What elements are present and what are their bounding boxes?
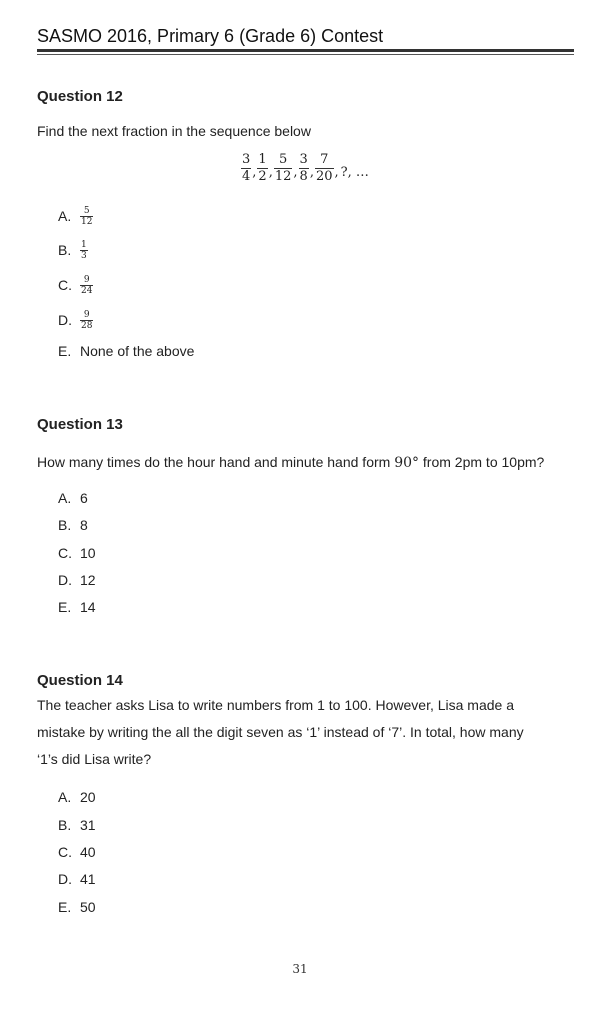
q12-option-c: C. $\frac{9}{24}$ [58,274,93,296]
q14-option-d: D. 41 [58,871,96,887]
question-12-title: Question 12 [37,88,123,105]
q12-option-d: D. $\frac{9}{28}$ [58,309,93,331]
page-number: 31 [292,962,308,976]
q12-option-b: B. $\frac{1}{3}$ [58,239,87,261]
sequence-fraction: $\frac{5}{12}$ [274,151,292,184]
q13-option-d: D. 12 [58,572,96,588]
question-14-title: Question 14 [37,672,123,689]
q13-option-b: B. 8 [58,517,88,533]
sequence-fraction: $\frac{3}{8}$ [299,151,308,184]
sequence-fraction: $\frac{3}{4}$ [242,151,251,184]
header-rule-thin [37,54,574,55]
q14-option-a: A. 20 [58,789,96,805]
question-13-text: How many times do the hour hand and minute hand form 90° from 2pm to 10pm? [37,454,545,471]
question-14-line-2: mistake by writing the all the digit seven as ‘1’ instead of ‘7’. In total, how many [37,724,524,740]
q13-option-a: A. 6 [58,490,88,506]
question-12-text: Find the next fraction in the sequence below [37,123,311,139]
question-14-line-1: The teacher asks Lisa to write numbers from 1 to 100. However, Lisa made a [37,697,515,713]
sequence-tail: ?, … [340,164,369,180]
header-rule-thick [37,49,574,52]
fraction-sequence: $\frac{3}{4}$ , $\frac{1}{2}$ , $\frac{5}{12}$ , $\frac{3}{8}$ , $\frac{7}{20}$ , ?, … [242,151,369,184]
q14-option-e: E. 50 [58,899,96,915]
question-14-line-3: ‘1’s did Lisa write? [37,751,152,767]
q14-option-b: B. 31 [58,817,96,833]
page-header-title: SASMO 2016, Primary 6 (Grade 6) Contest [37,26,384,46]
q14-option-c: C. 40 [58,844,96,860]
q12-option-e: E. None of the above [58,343,195,359]
q12-option-a: A. $\frac{5}{12}$ [58,205,93,227]
sequence-fraction: $\frac{7}{20}$ [315,151,333,184]
q13-option-e: E. 14 [58,599,96,615]
q13-option-c: C. 10 [58,545,96,561]
question-13-title: Question 13 [37,416,123,433]
sequence-fraction: $\frac{1}{2}$ [258,151,267,184]
